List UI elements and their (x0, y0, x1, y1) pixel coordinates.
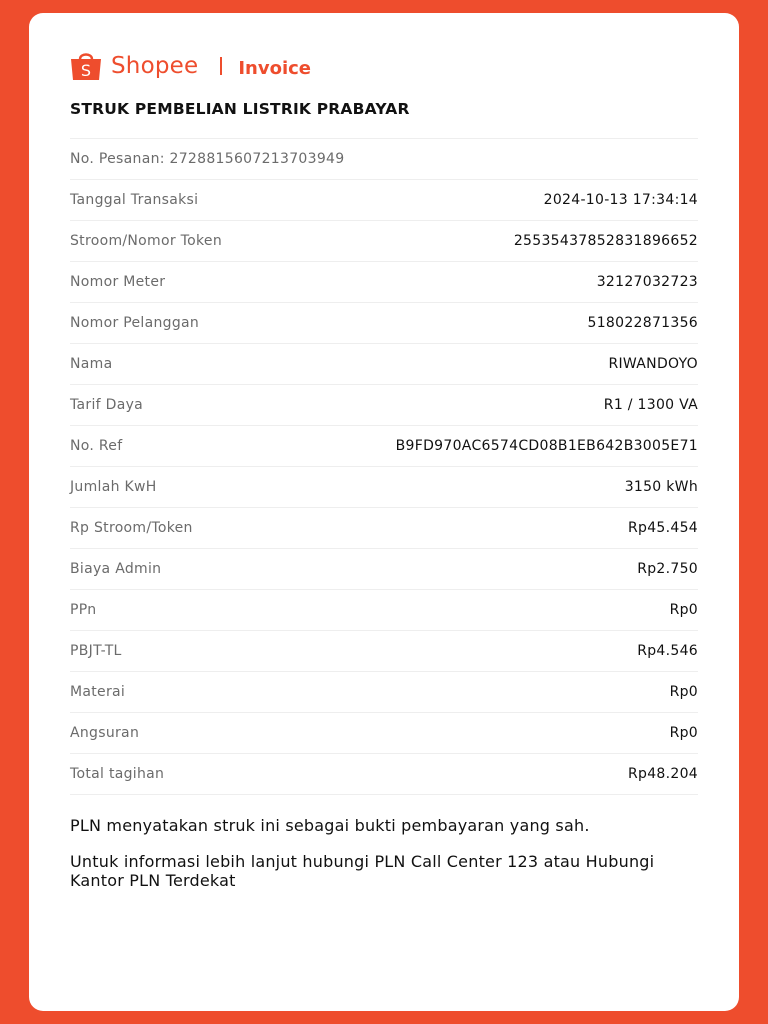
header-divider (220, 57, 222, 75)
receipt-row (70, 425, 698, 466)
row-label: Nomor Meter (70, 274, 166, 290)
row-label: Nama (70, 356, 113, 372)
row-label: Nomor Pelanggan (70, 315, 200, 331)
receipt-row (70, 671, 698, 712)
row-label: Biaya Admin (70, 561, 162, 577)
row-value: 2024-10-13 17:34:14 (543, 192, 698, 208)
row-value: 518022871356 (587, 315, 698, 331)
row-value: 3150 kWh (624, 479, 698, 495)
footer-notes (70, 816, 690, 907)
footer-note-contact: Untuk informasi lebih lanjut hubungi PLN Call Center 123 atau Hubungi Kantor PLN Terdekat (70, 852, 655, 890)
row-label: Tarif Daya (70, 397, 144, 413)
footer-note-validity: PLN menyatakan struk ini sebagai bukti pembayaran yang sah. (70, 816, 590, 835)
receipt-row (70, 302, 698, 343)
receipt-row (70, 220, 698, 261)
receipt-row (70, 712, 698, 753)
row-label: No. Ref (70, 438, 123, 454)
receipt-row (70, 179, 698, 220)
svg-text:S: S (80, 61, 92, 80)
receipt-row (70, 548, 698, 589)
invoice-card (29, 13, 739, 1011)
row-label: Tanggal Transaksi (70, 192, 199, 208)
receipt-row (70, 507, 698, 548)
order-number: No. Pesanan: 2728815607213703949 (70, 138, 698, 179)
header (69, 46, 311, 86)
receipt-row (70, 630, 698, 671)
receipt-title: STRUK PEMBELIAN LISTRIK PRABAYAR (70, 100, 410, 118)
receipt-row (70, 261, 698, 302)
row-value: Rp45.454 (627, 520, 698, 536)
row-value: Rp4.546 (637, 643, 698, 659)
row-value: 32127032723 (596, 274, 698, 290)
row-value: Rp0 (669, 602, 698, 618)
receipt-row (70, 343, 698, 384)
row-label: Angsuran (70, 725, 140, 741)
receipt-table (70, 138, 698, 795)
row-label: Materai (70, 684, 126, 700)
invoice-label: Invoice (238, 57, 312, 79)
row-value: Rp48.204 (627, 766, 698, 782)
row-value: Rp2.750 (637, 561, 698, 577)
row-label: PPn (70, 602, 97, 618)
row-label: Total tagihan (70, 766, 165, 782)
shopping-bag-icon (69, 50, 103, 82)
row-label: Rp Stroom/Token (70, 520, 193, 536)
receipt-row (70, 466, 698, 507)
row-value: RIWANDOYO (608, 356, 698, 372)
row-label: PBJT-TL (70, 643, 122, 659)
receipt-row (70, 589, 698, 630)
row-label: Jumlah KwH (70, 479, 157, 495)
receipt-row (70, 753, 698, 795)
receipt-row (70, 384, 698, 425)
row-value: R1 / 1300 VA (603, 397, 698, 413)
row-value: 25535437852831896652 (513, 233, 698, 249)
row-value: B9FD970AC6574CD08B1EB642B3005E71 (395, 438, 698, 454)
row-value: Rp0 (669, 725, 698, 741)
row-label: Stroom/Nomor Token (70, 233, 222, 249)
row-value: Rp0 (669, 684, 698, 700)
brand-name: Shopee (111, 53, 199, 79)
